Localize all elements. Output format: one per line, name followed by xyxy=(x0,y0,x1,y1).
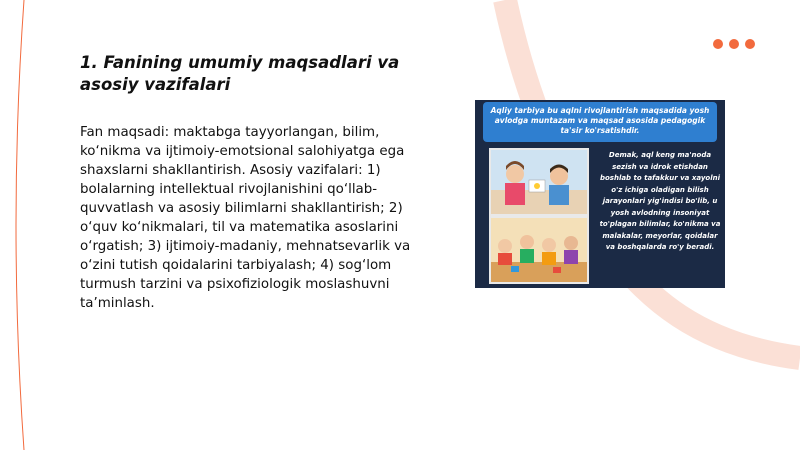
infographic-banner: Aqliy tarbiya bu aqlni rivojlantirish maqsadida yosh avlodga muntazam va maqsad asosida pedagogik ta'sir ko'rsatishdir. xyxy=(483,102,717,142)
dot-2 xyxy=(729,39,739,49)
left-edge-line xyxy=(16,0,24,450)
decorative-dots xyxy=(713,39,755,49)
slide-title: 1. Fanining umumiy maqsadlari va asosiy vazifalari xyxy=(80,53,400,94)
photo-children-classroom xyxy=(489,216,589,284)
dot-1 xyxy=(713,39,723,49)
infographic-image xyxy=(475,100,725,288)
dot-3 xyxy=(745,39,755,49)
slide-body: Fan maqsadi: maktabga tayyorlangan, bilim, ko‘nikma va ijtimoiy-emotsional salohiyatga ega shaxslarni shakllantirish. Asosiy vazifalari: 1) bolalarning intellektual rivojlanishini qo‘llab-quvvatlash va asosiy bilimlarni shakllantirish; 2) o‘quv ko‘nikmalari, til va matematika asoslarini o‘rgatish; 3) ijtimoiy-madaniy, mehnatsevarlik va o‘zini tutish qoidalarini tarbiyalash; 4) sog‘lom turmush tarzini va psixofiziologik moslashuvni ta’minlash. xyxy=(80,125,411,311)
photo-children-drawings xyxy=(489,148,589,216)
infographic-caption: Demak, aql keng ma'noda sezish va idrok etishdan boshlab to tafakkur va xayolni o'z ichiga oladigan bilish jarayonlari yig'indisi bo'lib, u yosh avlodning insoniyat to'plagan bilimlar, ko'nikma va malakalar, meyorlar, qoidalar va boshqalarda ro'y beradi. xyxy=(599,151,721,251)
